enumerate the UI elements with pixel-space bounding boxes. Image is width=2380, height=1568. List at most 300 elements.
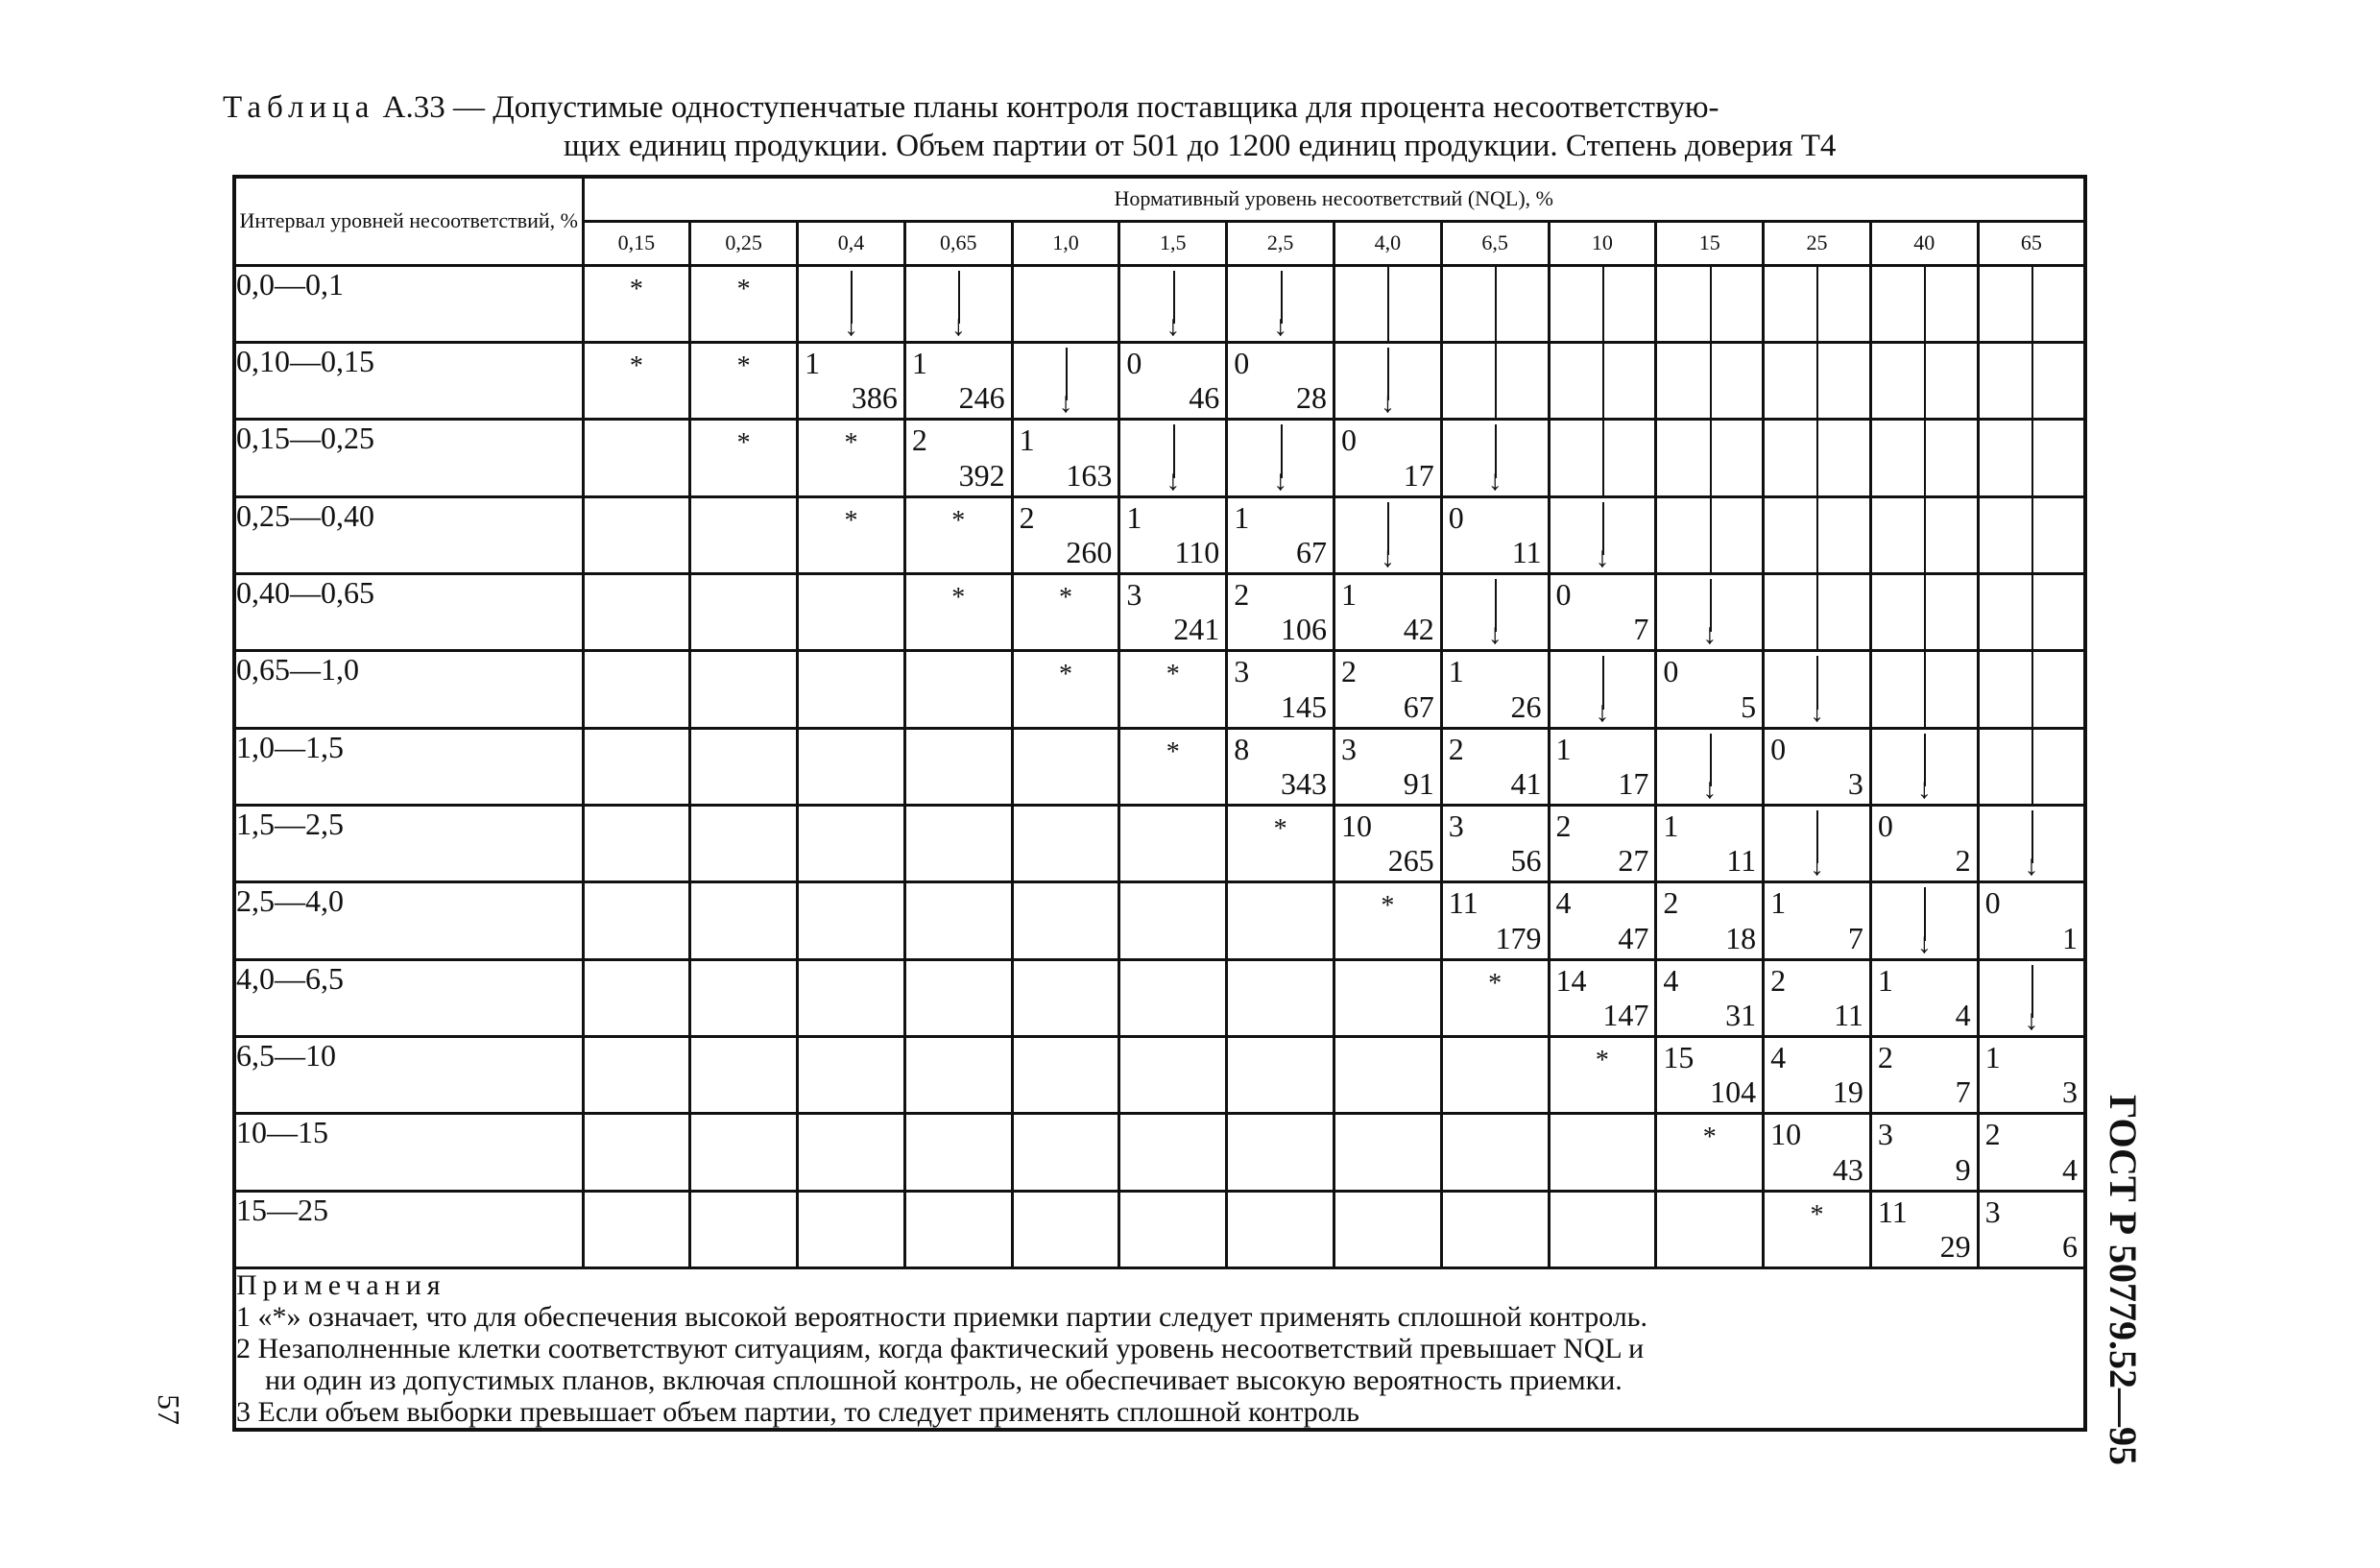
sample-size: 104 <box>1710 1074 1757 1110</box>
plan-cell <box>1764 882 1871 959</box>
acceptance-number: 0 <box>1340 422 1357 458</box>
acceptance-number: 3 <box>1877 1117 1893 1152</box>
full-inspection-mark: * <box>1273 813 1287 844</box>
table-row <box>234 573 2085 650</box>
table-row <box>234 1036 2085 1113</box>
table-row <box>234 420 2085 496</box>
acceptance-number: 2 <box>1340 654 1357 689</box>
plan-cell <box>690 651 798 728</box>
table-body <box>234 265 2085 1268</box>
plan-cell <box>1549 959 1656 1036</box>
column-header: 15 <box>1656 221 1764 265</box>
plan-cell <box>1227 1114 1334 1191</box>
sample-size: 4 <box>2062 1151 2078 1187</box>
plan-cell <box>1012 573 1119 650</box>
sample-size: 17 <box>1618 765 1649 801</box>
plan-cell <box>798 420 905 496</box>
plan-cell <box>1978 496 2085 573</box>
plan-cell <box>904 496 1012 573</box>
sample-size: 19 <box>1832 1074 1863 1110</box>
plan-cell <box>1441 1191 1549 1267</box>
vertical-line-icon <box>1872 267 1977 341</box>
sample-size: 41 <box>1510 765 1542 801</box>
plan-cell <box>583 496 690 573</box>
plan-cell <box>904 651 1012 728</box>
column-header: 0,25 <box>690 221 798 265</box>
sample-size: 11 <box>1834 997 1863 1032</box>
plan-cell <box>1012 728 1119 805</box>
vertical-line-icon <box>1765 498 1869 572</box>
sample-size: 11 <box>1511 534 1542 569</box>
row-label: 0,40—0,65 <box>234 573 583 650</box>
acceptance-number: 14 <box>1555 962 1587 998</box>
full-inspection-mark: * <box>1702 1122 1717 1153</box>
down-arrow-icon: ↓ <box>1657 734 1762 800</box>
sample-size: 1 <box>2062 920 2078 955</box>
plan-cell <box>1764 651 1871 728</box>
row-label: 4,0—6,5 <box>234 959 583 1036</box>
vertical-line-icon <box>1551 344 1655 418</box>
table-row <box>234 882 2085 959</box>
down-arrow-icon: ↓ <box>1872 887 1977 953</box>
sample-size: 18 <box>1725 920 1757 955</box>
plan-cell <box>1764 496 1871 573</box>
plan-cell <box>1549 1036 1656 1113</box>
sample-size: 2 <box>1955 843 1971 879</box>
sample-size: 9 <box>1955 1151 1971 1187</box>
row-label: 0,10—0,15 <box>234 342 583 419</box>
plan-cell <box>904 959 1012 1036</box>
row-label: 15—25 <box>234 1191 583 1267</box>
plan-cell <box>1119 342 1227 419</box>
plan-cell <box>690 728 798 805</box>
plan-cell <box>798 265 905 342</box>
plan-cell <box>904 1191 1012 1267</box>
plan-cell <box>1441 805 1549 881</box>
plan-cell <box>583 882 690 959</box>
plan-cell <box>1870 728 1978 805</box>
acceptance-number: 1 <box>1234 499 1250 535</box>
acceptance-number: 2 <box>1663 885 1679 921</box>
down-arrow-icon: ↓ <box>906 271 1011 337</box>
sample-size: 4 <box>1955 997 1971 1032</box>
plan-cell <box>1334 265 1441 342</box>
down-arrow-icon: ↓ <box>1335 502 1440 568</box>
down-arrow-icon: ↓ <box>1443 424 1548 491</box>
plan-cell <box>1012 805 1119 881</box>
plan-cell <box>1549 265 1656 342</box>
sample-size: 260 <box>1066 534 1113 569</box>
full-inspection-mark: * <box>1166 660 1180 690</box>
plan-cell <box>1656 882 1764 959</box>
plan-cell <box>690 959 798 1036</box>
plan-cell <box>904 573 1012 650</box>
acceptance-number: 10 <box>1770 1117 1802 1152</box>
full-inspection-mark: * <box>1810 1199 1824 1230</box>
row-label: 0,15—0,25 <box>234 420 583 496</box>
plan-cell <box>1978 420 2085 496</box>
plan-cell <box>1978 1036 2085 1113</box>
full-inspection-mark: * <box>951 505 966 536</box>
sample-size: 43 <box>1832 1151 1863 1187</box>
acceptance-number: 11 <box>1877 1194 1908 1229</box>
table-row <box>234 1191 2085 1267</box>
plan-cell <box>1227 342 1334 419</box>
plan-cell <box>1119 651 1227 728</box>
down-arrow-icon: ↓ <box>1980 965 2083 1031</box>
sample-size: 6 <box>2062 1229 2078 1264</box>
plan-cell <box>1334 805 1441 881</box>
page-number: 57 <box>152 1394 186 1425</box>
row-label: 6,5—10 <box>234 1036 583 1113</box>
row-label: 0,25—0,40 <box>234 496 583 573</box>
row-label: 2,5—4,0 <box>234 882 583 959</box>
vertical-line-icon <box>1872 498 1977 572</box>
plan-cell <box>1334 959 1441 1036</box>
plan-cell <box>1334 1036 1441 1113</box>
acceptance-number: 2 <box>1019 499 1035 535</box>
plan-cell <box>690 1036 798 1113</box>
plan-cell <box>798 1114 905 1191</box>
full-inspection-mark: * <box>736 350 751 381</box>
down-arrow-icon: ↓ <box>1657 579 1762 645</box>
acceptance-number: 0 <box>1770 731 1787 766</box>
acceptance-number: 2 <box>1555 808 1572 843</box>
plan-cell <box>1012 1114 1119 1191</box>
plan-cell <box>1656 651 1764 728</box>
acceptance-number: 3 <box>1984 1194 2001 1229</box>
sample-size: 163 <box>1066 457 1113 493</box>
down-arrow-icon: ↓ <box>1120 271 1225 337</box>
down-arrow-icon: ↓ <box>799 271 903 337</box>
acceptance-number: 8 <box>1234 731 1250 766</box>
plan-cell <box>583 265 690 342</box>
plan-cell <box>1656 573 1764 650</box>
vertical-line-icon <box>1551 267 1655 341</box>
plan-cell <box>904 420 1012 496</box>
plan-cell <box>798 728 905 805</box>
notes <box>234 1268 2085 1431</box>
plan-cell <box>1764 959 1871 1036</box>
plan-cell <box>1870 496 1978 573</box>
plan-cell <box>1656 805 1764 881</box>
row-label: 1,5—2,5 <box>234 805 583 881</box>
plan-cell <box>1441 573 1549 650</box>
acceptance-number: 1 <box>1984 1039 2001 1074</box>
plan-cell <box>690 420 798 496</box>
plan-cell <box>1227 420 1334 496</box>
plan-cell <box>1549 496 1656 573</box>
plan-cell <box>798 1036 905 1113</box>
plan-cell <box>1656 342 1764 419</box>
plan-cell <box>1119 265 1227 342</box>
plan-cell <box>1334 651 1441 728</box>
plan-cell <box>1656 420 1764 496</box>
acceptance-number: 0 <box>1663 654 1679 689</box>
plan-cell <box>904 342 1012 419</box>
plan-cell <box>798 342 905 419</box>
vertical-line-icon <box>1980 575 2083 649</box>
plan-cell <box>1012 420 1119 496</box>
vertical-line-icon <box>1657 267 1762 341</box>
sampling-plans-table <box>232 175 2087 1432</box>
column-header: 40 <box>1870 221 1978 265</box>
plan-cell <box>1870 342 1978 419</box>
plan-cell <box>1119 805 1227 881</box>
plan-cell <box>1334 728 1441 805</box>
down-arrow-icon: ↓ <box>1765 656 1869 722</box>
plan-cell <box>1012 342 1119 419</box>
plan-cell <box>1334 496 1441 573</box>
vertical-line-icon <box>1657 344 1762 418</box>
acceptance-number: 1 <box>911 345 927 380</box>
plan-cell <box>1870 1036 1978 1113</box>
plan-cell <box>1978 651 2085 728</box>
plan-cell <box>904 882 1012 959</box>
acceptance-number: 2 <box>1234 576 1250 612</box>
sample-size: 7 <box>1955 1074 1971 1110</box>
vertical-line-icon <box>1657 421 1762 495</box>
plan-cell <box>1227 573 1334 650</box>
acceptance-number: 0 <box>1877 808 1893 843</box>
sample-size: 3 <box>2062 1074 2078 1110</box>
plan-cell <box>1978 265 2085 342</box>
down-arrow-icon: ↓ <box>1551 502 1655 568</box>
acceptance-number: 15 <box>1663 1039 1695 1074</box>
sample-size: 145 <box>1280 688 1327 724</box>
acceptance-number: 2 <box>911 422 927 458</box>
plan-cell <box>1764 420 1871 496</box>
acceptance-number: 1 <box>1340 576 1357 612</box>
plan-cell <box>1119 1036 1227 1113</box>
plan-cell <box>1978 1191 2085 1267</box>
plan-cell <box>1656 959 1764 1036</box>
table-row <box>234 959 2085 1036</box>
plan-cell <box>1227 882 1334 959</box>
sample-size: 28 <box>1295 380 1327 416</box>
plan-cell <box>1870 265 1978 342</box>
vertical-line-icon <box>1872 344 1977 418</box>
table-row <box>234 265 2085 342</box>
vertical-line-icon <box>1551 421 1655 495</box>
sample-size: 26 <box>1510 688 1542 724</box>
acceptance-number: 4 <box>1663 962 1679 998</box>
plan-cell <box>798 1191 905 1267</box>
acceptance-number: 1 <box>1663 808 1679 843</box>
vertical-line-icon <box>1980 730 2083 804</box>
plan-cell <box>690 342 798 419</box>
plan-cell <box>1764 342 1871 419</box>
plan-cell <box>690 1114 798 1191</box>
plan-cell <box>1870 1114 1978 1191</box>
acceptance-number: 2 <box>1448 731 1464 766</box>
plan-cell <box>1119 1191 1227 1267</box>
acceptance-number: 1 <box>1126 499 1142 535</box>
plan-cell <box>1227 651 1334 728</box>
acceptance-number: 1 <box>1019 422 1035 458</box>
full-inspection-mark: * <box>1059 582 1073 613</box>
plan-cell <box>1978 805 2085 881</box>
plan-cell <box>1441 1036 1549 1113</box>
full-inspection-mark: * <box>844 428 858 459</box>
plan-cell <box>1549 1114 1656 1191</box>
plan-cell <box>583 1114 690 1191</box>
plan-cell <box>1978 882 2085 959</box>
plan-cell <box>1656 265 1764 342</box>
plan-cell <box>904 805 1012 881</box>
plan-cell <box>1978 573 2085 650</box>
table-row <box>234 1114 2085 1191</box>
plan-cell <box>690 805 798 881</box>
plan-cell <box>1870 651 1978 728</box>
caption-label: Таблица <box>223 90 375 125</box>
plan-cell <box>1656 1191 1764 1267</box>
table-caption <box>223 88 2085 165</box>
acceptance-number: 10 <box>1340 808 1372 843</box>
down-arrow-icon: ↓ <box>1335 348 1440 414</box>
down-arrow-icon: ↓ <box>1014 348 1118 414</box>
vertical-line-icon <box>1980 652 2083 726</box>
caption-line-2: щих единиц продукции. Объем партии от 501 до 1200 единиц продукции. Степень доверия Т4 <box>564 129 1837 163</box>
sample-size: 31 <box>1725 997 1757 1032</box>
down-arrow-icon: ↓ <box>1228 271 1333 337</box>
plan-cell <box>1656 1036 1764 1113</box>
column-header: 0,4 <box>798 221 905 265</box>
plan-cell <box>798 496 905 573</box>
sample-size: 7 <box>1633 612 1649 647</box>
plan-cell <box>1227 959 1334 1036</box>
plan-cell <box>583 1191 690 1267</box>
plan-cell <box>690 1191 798 1267</box>
sample-size: 67 <box>1403 688 1434 724</box>
sample-size: 29 <box>1939 1229 1971 1264</box>
plan-cell <box>1441 728 1549 805</box>
acceptance-number: 0 <box>1126 345 1142 380</box>
plan-cell <box>690 882 798 959</box>
plan-cell <box>1334 573 1441 650</box>
plan-cell <box>1119 882 1227 959</box>
acceptance-number: 3 <box>1234 654 1250 689</box>
plan-cell <box>1870 805 1978 881</box>
plan-cell <box>1764 728 1871 805</box>
plan-cell <box>1549 1191 1656 1267</box>
vertical-line-icon <box>1765 421 1869 495</box>
plan-cell <box>1549 651 1656 728</box>
vertical-line-icon <box>1980 421 2083 495</box>
full-inspection-mark: * <box>736 428 751 459</box>
sample-size: 7 <box>1847 920 1863 955</box>
plan-cell <box>1012 1191 1119 1267</box>
plan-cell <box>583 342 690 419</box>
interval-header: Интервал уровней несоответствий, % <box>234 177 583 265</box>
vertical-line-icon <box>1335 267 1440 341</box>
plan-cell <box>1549 805 1656 881</box>
sample-size: 47 <box>1618 920 1649 955</box>
plan-cell <box>1119 1114 1227 1191</box>
plan-cell <box>583 959 690 1036</box>
full-inspection-mark: * <box>1488 968 1503 999</box>
acceptance-number: 0 <box>1448 499 1464 535</box>
row-label: 10—15 <box>234 1114 583 1191</box>
plan-cell <box>1764 1114 1871 1191</box>
plan-cell <box>1119 959 1227 1036</box>
plan-cell <box>1012 651 1119 728</box>
column-header: 2,5 <box>1227 221 1334 265</box>
row-label: 1,0—1,5 <box>234 728 583 805</box>
plan-cell <box>1441 342 1549 419</box>
column-header: 65 <box>1978 221 2085 265</box>
plan-cell <box>690 496 798 573</box>
sample-size: 91 <box>1403 765 1434 801</box>
plan-cell <box>1764 1036 1871 1113</box>
full-inspection-mark: * <box>629 274 643 304</box>
plan-cell <box>1334 342 1441 419</box>
plan-cell <box>1334 420 1441 496</box>
plan-cell <box>1978 1114 2085 1191</box>
sample-size: 11 <box>1726 843 1757 879</box>
plan-cell <box>583 420 690 496</box>
plan-cell <box>1978 728 2085 805</box>
plan-cell <box>1441 651 1549 728</box>
plan-cell <box>1334 1191 1441 1267</box>
sample-size: 147 <box>1602 997 1649 1032</box>
plan-cell <box>583 728 690 805</box>
standard-designation: ГОСТ Р 50779.52—95 <box>2102 1095 2145 1466</box>
sample-size: 110 <box>1174 534 1220 569</box>
full-inspection-mark: * <box>736 274 751 304</box>
down-arrow-icon: ↓ <box>1228 424 1333 491</box>
plan-cell <box>1441 265 1549 342</box>
plan-cell <box>690 573 798 650</box>
acceptance-number: 11 <box>1448 885 1478 921</box>
vertical-line-icon <box>1980 267 2083 341</box>
full-inspection-mark: * <box>844 505 858 536</box>
column-header: 1,0 <box>1012 221 1119 265</box>
sample-size: 17 <box>1403 457 1434 493</box>
vertical-line-icon <box>1765 344 1869 418</box>
plan-cell <box>798 573 905 650</box>
note-3: 3 Если объем выборки превышает объем партии, то следует применять сплошной контроль <box>236 1396 1359 1428</box>
acceptance-number: 3 <box>1448 808 1464 843</box>
note-2a: 2 Незаполненные клетки соответствуют ситуациям, когда фактический уровень несоответствий превышает NQL и <box>236 1333 1645 1364</box>
sample-size: 27 <box>1618 843 1649 879</box>
plan-cell <box>583 805 690 881</box>
plan-cell <box>1119 728 1227 805</box>
table-row <box>234 805 2085 881</box>
plan-cell <box>1764 805 1871 881</box>
plan-cell <box>1656 728 1764 805</box>
plan-cell <box>1012 1036 1119 1113</box>
plan-cell <box>1119 420 1227 496</box>
plan-cell <box>1012 496 1119 573</box>
acceptance-number: 0 <box>1984 885 2001 921</box>
plan-cell <box>1441 496 1549 573</box>
sample-size: 265 <box>1387 843 1434 879</box>
column-header: 0,65 <box>904 221 1012 265</box>
sample-size: 46 <box>1189 380 1220 416</box>
plan-cell <box>1227 496 1334 573</box>
notes-title: Примечания <box>236 1269 446 1301</box>
plan-cell <box>1227 805 1334 881</box>
plan-cell <box>904 1114 1012 1191</box>
plan-cell <box>1441 420 1549 496</box>
plan-cell <box>1764 265 1871 342</box>
sample-size: 386 <box>851 380 898 416</box>
plan-cell <box>1334 882 1441 959</box>
plan-cell <box>1764 573 1871 650</box>
plan-cell <box>1227 1191 1334 1267</box>
sample-size: 42 <box>1403 612 1434 647</box>
